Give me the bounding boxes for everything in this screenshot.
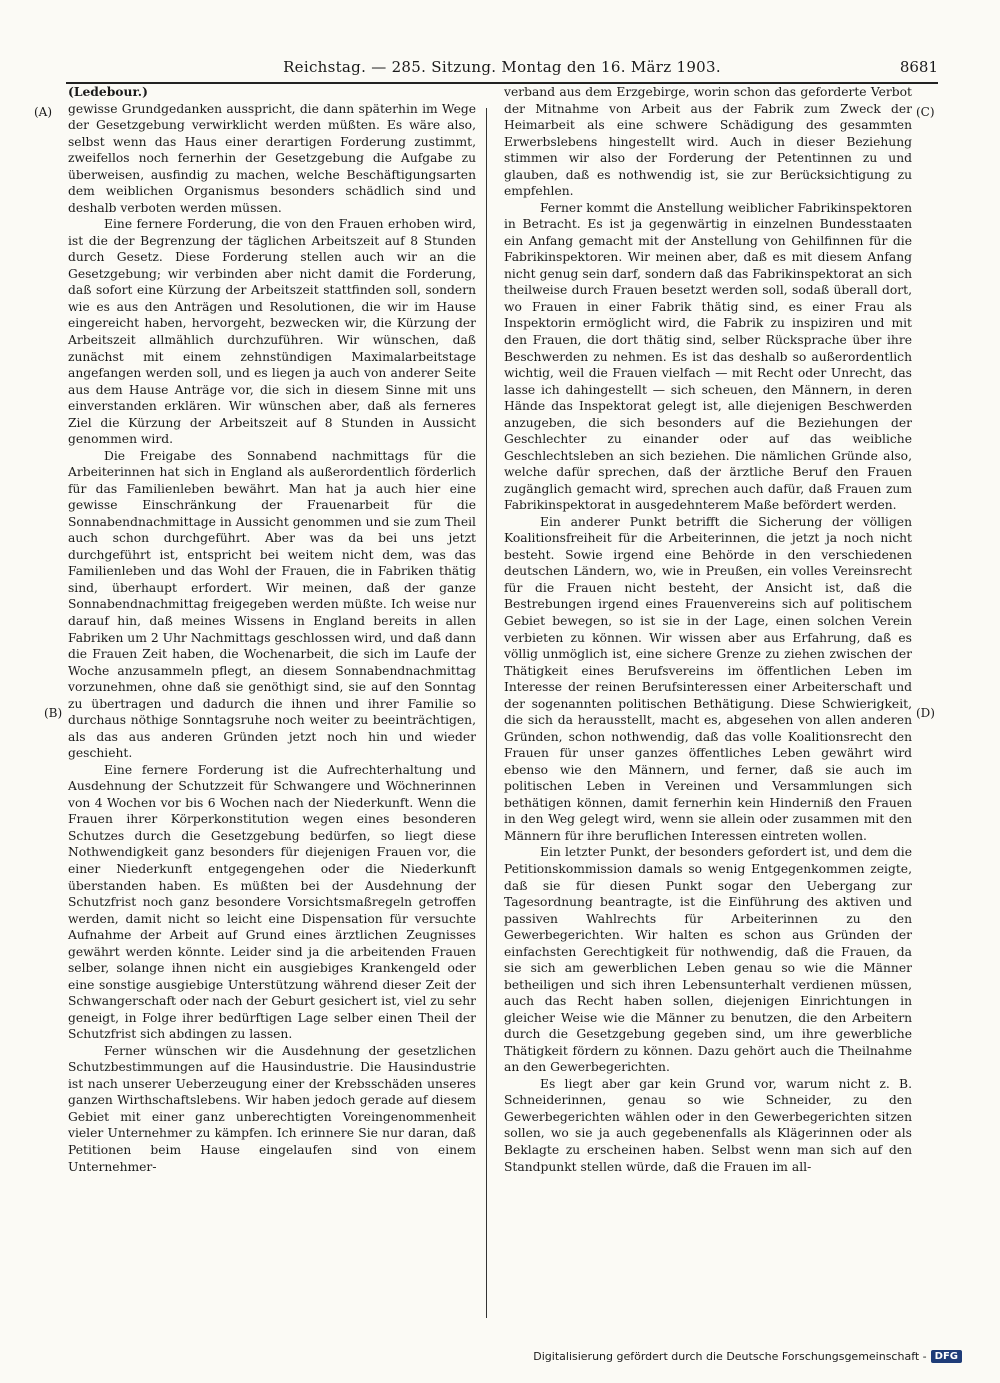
paragraph: Eine fernere Forderung, die von den Frauen erhoben wird, ist die der Begrenzung der täglichen Arbeitszeit auf 8 Stunden durch Gesetz. Diese Forderung stellen auch wir an die Gesetzgebung; wir verbinden aber nicht damit die Forderung, daß sofort eine Kürzung der Arbeitszeit stattfinden soll, sondern wie es aus den Anträgen und Resolutionen, die wir im Hause eingereicht haben, hervorgeht, bezwecken wir, die Kürzung der Arbeitszeit allmählich durchzuführen. Wir wünschen, daß zunächst mit einem zehnstündigen Maximalarbeitstage angefangen werden soll, und es liegen ja auch von anderer Seite aus dem Hause Anträge vor, die sich in diesem Sinne mit uns einverstanden erklären. Wir wünschen aber, daß als ferneres Ziel die Kürzung der Arbeitszeit auf 8 Stunden in Aussicht genommen wird. xyxy=(68,217,476,447)
paragraph: Ferner wünschen wir die Ausdehnung der gesetzlichen Schutzbestimmungen auf die Hausindustrie. Die Hausindustrie ist nach unserer Ueberzeugung einer der Krebsschäden unseres ganzen Wirthschaftslebens. Wir haben jedoch gerade auf diesem Gebiet mit einer ganz unberechtigten Voreingenommenheit vieler Unternehmer zu kämpfen. Ich erinnere Sie nur daran, daß Petitionen beim Hause eingelaufen sind von einem Unternehmer- xyxy=(68,1043,476,1174)
margin-marker-b: (B) xyxy=(44,706,63,720)
right-column xyxy=(504,84,912,1175)
page-number: 8681 xyxy=(899,58,938,76)
page-header xyxy=(66,58,938,84)
running-title: Reichstag. — 285. Sitzung. Montag den 16. März 1903. xyxy=(283,58,721,76)
paragraph: gewisse Grundgedanken ausspricht, die dann späterhin im Wege der Gesetzgebung verwirklicht werden müßten. Es wäre also, selbst wenn das Haus einer derartigen Forderung zustimmt, zweifellos noch fernerhin der Gesetzgebung die Aufgabe zu überweisen, ausfindig zu machen, welche Beschäftigungsarten dem weiblichen Organismus besonders schädlich sind und deshalb verboten werden müssen. xyxy=(68,101,476,215)
paragraph: Eine fernere Forderung ist die Aufrechterhaltung und Ausdehnung der Schutzzeit für Schwangere und Wöchnerinnen von 4 Wochen vor bis 6 Wochen nach der Niederkunft. Wenn die Frauen ihrer Körperkonstitution wegen eines besonderen Schutzes durch die Gesetzgebung bedürfen, so liegt diese Nothwendigkeit ganz besonders für diejenigen Frauen vor, die einer Niederkunft entgegengehen oder die Niederkunft überstanden haben. Es müßten bei der Ausdehnung der Schutzfrist noch ganz besondere Vorsichtsmaßregeln getroffen werden, damit nicht so leicht eine Dispensation für versuchte Aufnahme der Arbeit auf Grund eines ärztlichen Zeugnisses gewährt werden könnte. Leider sind ja die arbeitenden Frauen selber, solange ihnen nicht ein ausgiebiges Krankengeld oder eine sonstige ausgiebige Unterstützung während dieser Zeit der Schwangerschaft oder nach der Geburt gesichert ist, viel zu sehr geneigt, in Folge ihrer bedürftigen Lage selber einen Theil der Schutzfrist sich abdingen zu lassen. xyxy=(68,762,476,1042)
paragraph: Die Freigabe des Sonnabend nachmittags für die Arbeiterinnen hat sich in England als außerordentlich förderlich für das Familienleben bewährt. Man hat ja auch hier eine gewisse Einschränkung der Frauenarbeit für die Sonnabendnachmittage in Aussicht genommen und sie zum Theil auch schon durchgeführt. Aber was da bei uns jetzt durchgeführt ist, entspricht bei weitem nicht dem, was das Familienleben und das Wohl der Frauen, die in Fabriken thätig sind, überhaupt erfordert. Wir meinen, daß der ganze Sonnabendnachmittag freigegeben werden müßte. Ich weise nur darauf hin, daß meines Wissens in England bereits in allen Fabriken um 2 Uhr Nachmittags geschlossen wird, und daß dann die Frauen Zeit haben, die Wochenarbeit, die sich im Laufe der Woche anzusammeln pflegt, an diesem Sonnabendnachmittag vorzunehmen, ohne daß sie genöthigt sind, sie auf den Sonntag zu übertragen und dadurch die ihnen und ihrer Familie so durchaus nöthige Sonntagsruhe noch weiter zu beeinträchtigen, als das aus anderen Gründen jetzt noch hin und wieder geschieht. xyxy=(68,448,476,761)
paragraph: Ein anderer Punkt betrifft die Sicherung der völligen Koalitionsfreiheit für die Arbeiterinnen, die jetzt ja noch nicht besteht. Sowie irgend eine Behörde in den verschiedenen deutschen Ländern, wo, wie in Preußen, ein volles Vereinsrecht für die Frauen nicht besteht, der Ansicht ist, daß die Bestrebungen irgend eines Frauenvereins sich auf politischem Gebiet bewegen, so ist sie in der Lage, einen solchen Verein verbieten zu können. Wir wissen aber aus Erfahrung, daß es völlig unmöglich ist, eine sichere Grenze zu ziehen zwischen der Thätigkeit eines Berufsvereins im öffentlichen Leben im Interesse der reinen Berufsinteressen einer Arbeiterschaft und der sogenannten politischen Bethätigung. Diese Schwierigkeit, die sich da herausstellt, macht es, abgesehen von allen anderen Gründen, schon nothwendig, daß das volle Koalitionsrecht den Frauen für unser ganzes öffentliches Leben gewährt wird ebenso wie den Männern, und ferner, daß sie auch im politischen Leben in Vereinen und Versammlungen sich bethätigen können, damit fernerhin kein Hinderniß den Frauen in den Weg gelegt wird, wenn sie allein oder zusammen mit den Männern für ihre beruflichen Interessen eintreten wollen. xyxy=(504,514,912,843)
paragraph: Es liegt aber gar kein Grund vor, warum nicht z. B. Schneiderinnen, genau so wie Schneider, zu den Gewerbegerichten wählen oder in den Gewerbegerichten sitzen sollen, wo sie ja auch gegebenenfalls als Klägerinnen oder als Beklagte zu erscheinen haben. Selbst wenn man sich auf den Standpunkt stellen würde, daß die Frauen im all- xyxy=(504,1076,912,1174)
margin-marker-a: (A) xyxy=(34,105,53,119)
column-divider xyxy=(486,108,487,1318)
margin-marker-c: (C) xyxy=(916,105,935,119)
speaker-name: (Ledebour.) xyxy=(68,84,148,99)
margin-marker-d: (D) xyxy=(916,706,935,720)
footer-text: Digitalisierung gefördert durch die Deutsche Forschungsgemeinschaft - xyxy=(533,1350,927,1363)
footer xyxy=(533,1350,962,1363)
dfg-logo: DFG xyxy=(931,1350,962,1363)
paragraph: verband aus dem Erzgebirge, worin schon das geforderte Verbot der Mitnahme von Arbeit aus der Fabrik zum Zweck der Heimarbeit als eine schwere Schädigung des gesammten Erwerbslebens hingestellt wird. Auch in dieser Beziehung stimmen wir also der Forderung der Petentinnen zu und glauben, daß es nothwendig ist, sie zur Berücksichtigung zu empfehlen. xyxy=(504,85,912,199)
left-column xyxy=(68,84,476,1175)
paragraph: Ein letzter Punkt, der besonders gefordert ist, und dem die Petitionskommission damals so wenig Entgegenkommen zeigte, daß sie für diesen Punkt sogar den Uebergang zur Tagesordnung beantragte, ist die Einführung des aktiven und passiven Wahlrechts für Arbeiterinnen zu den Gewerbegerichten. Wir halten es schon aus Gründen der einfachsten Gerechtigkeit für nothwendig, daß die Frauen, da sie sich am gewerblichen Leben genau so wie die Männer betheiligen und sich ihren Lebensunterhalt verdienen müssen, auch das Recht haben sollen, diejenigen Einrichtungen in gleicher Weise wie die Männer zu benutzen, die den Arbeitern durch die Gesetzgebung gegeben sind, um ihre gewerbliche Thätigkeit fördern zu können. Dazu gehört auch die Theilnahme an den Gewerbegerichten. xyxy=(504,845,912,1075)
paragraph: Ferner kommt die Anstellung weiblicher Fabrikinspektoren in Betracht. Es ist ja gegenwärtig in einzelnen Bundesstaaten ein Anfang gemacht mit der Anstellung von Gehilfinnen für die Fabrikinspektoren. Wir meinen aber, daß es mit diesem Anfang nicht genug sein darf, sondern daß das Fabrikinspektorat an sich theilweise durch Frauen besetzt werden soll, sodaß überall dort, wo Frauen in einer Fabrik thätig sind, es einer Frau als Inspektorin ermöglicht wird, die Fabrik zu inspiziren und mit den Frauen, die dort thätig sind, selber Rücksprache über ihre Beschwerden zu nehmen. Es ist das deshalb so außerordentlich wichtig, weil die Frauen vielfach — mit Recht oder Unrecht, das lasse ich dahingestellt — sich scheuen, den Männern, in deren Hände das Inspektorat gelegt ist, alle diejenigen Beschwerden anzugeben, die sich besonders auf die Beziehungen der Geschlechter zu einander oder auf das weibliche Geschlechtsleben an sich beziehen. Die nämlichen Gründe also, welche dafür sprechen, daß der ärztliche Beruf den Frauen zugänglich gemacht wird, sprechen auch dafür, daß Frauen zum Fabrikinspektorat in ausgedehnterem Maße befördert werden. xyxy=(504,200,912,513)
